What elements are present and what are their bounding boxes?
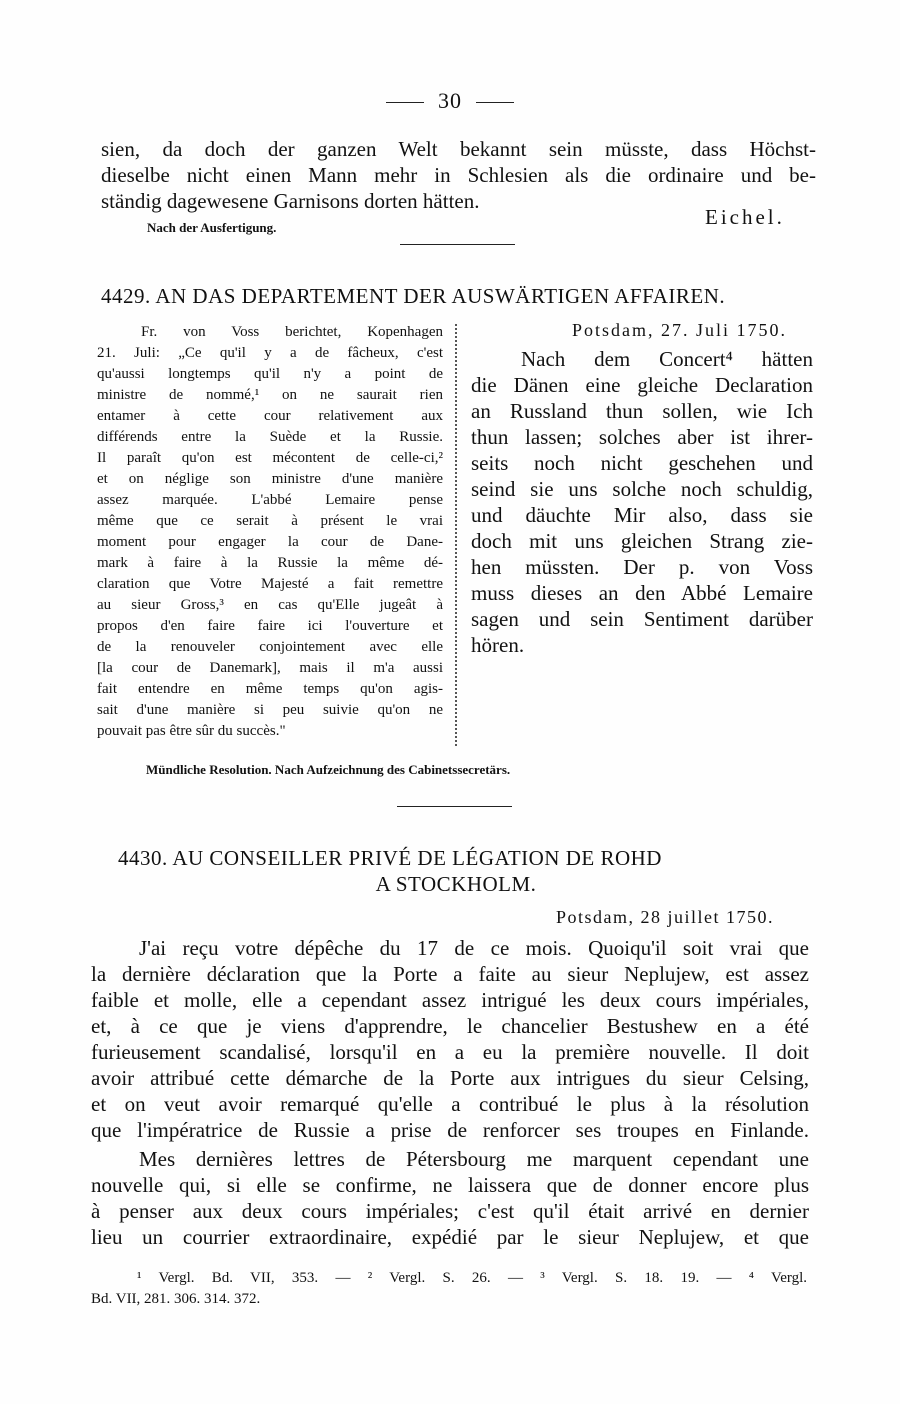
text-line: sien, da doch der ganzen Welt bekannt sein müsste, dass Höchst- bbox=[101, 137, 816, 161]
text-line: dieselbe nicht einen Mann mehr in Schlesien als die ordinaire und be- bbox=[101, 163, 816, 187]
regest-line: de la renouveler conjointement avec elle bbox=[97, 639, 443, 655]
resolution-line: Nach dem Concert⁴ hätten bbox=[521, 347, 813, 371]
letter-line: J'ai reçu votre dépêche du 17 de ce mois. Quoiqu'il soit vrai que bbox=[139, 936, 809, 960]
letter-line: à penser aux deux cours impériales; c'est qu'il était arrivé en dernier bbox=[91, 1199, 809, 1223]
page-number bbox=[0, 88, 900, 114]
regest-line: mark à faire à la Russie la même dé- bbox=[97, 555, 443, 571]
source-note: Mündliche Resolution. Nach Aufzeichnung des Cabinetssecretärs. bbox=[146, 762, 511, 777]
regest-line: 21. Juli: „Ce qu'il y a de fâcheux, c'est bbox=[97, 345, 443, 361]
dateline: Potsdam, 27. Juli 1750. bbox=[572, 320, 788, 340]
resolution-line: hen müssten. Der p. von Voss bbox=[471, 555, 813, 579]
regest-line: Fr. von Voss berichtet, Kopenhagen bbox=[141, 324, 443, 340]
top-paragraph bbox=[101, 136, 816, 214]
resolution-line: thun lassen; solches aber ist ihrer- bbox=[471, 425, 813, 449]
regest-line: différends entre la Suède et la Russie. bbox=[97, 429, 443, 445]
regest-line: propos d'en faire faire ici l'ouverture et bbox=[97, 618, 443, 634]
letter-paragraph-2 bbox=[91, 1146, 809, 1250]
footnotes bbox=[91, 1268, 807, 1310]
letter-line: Mes dernières lettres de Pétersbourg me marquent cependant une bbox=[139, 1147, 809, 1171]
letter-line: nouvelle qui, si elle se confirme, ne laissera que de donner encore plus bbox=[91, 1173, 809, 1197]
regest-line: fait entendre en même temps qu'on agis- bbox=[97, 681, 443, 697]
page-number-dash-right bbox=[476, 102, 514, 103]
resolution-line: an Russland thun sollen, wie Ich bbox=[471, 399, 813, 423]
section-heading: 4430. AU CONSEILLER PRIVÉ DE LÉGATION DE ROHD bbox=[118, 846, 662, 870]
regest-line: qu'aussi longtemps qu'il n'y a point de bbox=[97, 366, 443, 382]
resolution-line: doch mit uns gleichen Strang zie- bbox=[471, 529, 813, 553]
letter-paragraph-1 bbox=[91, 935, 809, 1143]
letter-line: furieusement scandalisé, lorsqu'il en a eu la première nouvelle. Il doit bbox=[91, 1040, 809, 1064]
letter-line: la dernière déclaration que la Porte a faite au sieur Neplujew, est assez bbox=[91, 962, 809, 986]
regest-line: ministre de nommé,¹ on ne saurait rien bbox=[97, 387, 443, 403]
regest-line: pouvait pas être sûr du succès." bbox=[97, 723, 286, 739]
section-divider bbox=[400, 244, 515, 245]
regest-line: et on néglige son ministre d'une manière bbox=[97, 471, 443, 487]
section-heading: 4429. AN DAS DEPARTEMENT DER AUSWÄRTIGEN AFFAIREN. bbox=[101, 284, 726, 308]
regest-line: claration que Votre Majesté a fait remettre bbox=[97, 576, 443, 592]
letter-line: lieu un courrier extraordinaire, expédié par le sieur Neplujew, et que bbox=[91, 1225, 809, 1249]
regest-line: moment pour engager la cour de Dane- bbox=[97, 534, 443, 550]
letter-line: que l'impératrice de Russie a prise de renforcer ses troupes en Finlande. bbox=[91, 1118, 809, 1142]
letter-line: avoir attribué cette démarche de la Porte aux intrigues du sieur Celsing, bbox=[91, 1066, 809, 1090]
page-number-text: 30 bbox=[438, 88, 462, 113]
regest-line: au sieur Gross,³ en cas qu'Elle jugeât à bbox=[97, 597, 443, 613]
resolution-line: hören. bbox=[471, 633, 525, 657]
column-separator bbox=[455, 324, 457, 746]
text-line: ständig dagewesene Garnisons dorten hätten. bbox=[101, 189, 480, 213]
resolution-line: seits noch nicht geschehen und bbox=[471, 451, 813, 475]
section-divider bbox=[397, 806, 512, 807]
regest-column bbox=[97, 322, 443, 742]
regest-line: [la cour de Danemark], mais il m'a aussi bbox=[97, 660, 443, 676]
resolution-line: seind sie uns solche noch schuldig, bbox=[471, 477, 813, 501]
resolution-line: die Dänen eine gleiche Declaration bbox=[471, 373, 813, 397]
page-number-dash-left bbox=[386, 102, 424, 103]
regest-line: Il paraît qu'on est mécontent de celle-ci,² bbox=[97, 450, 443, 466]
letter-line: et on veut avoir remarqué qu'elle a contribué le plus à la résolution bbox=[91, 1092, 809, 1116]
resolution-line: sagen und sein Sentiment darüber bbox=[471, 607, 813, 631]
letter-line: faible et molle, elle a cependant assez intrigué les deux cours impériales, bbox=[91, 988, 809, 1012]
regest-line: même que ce serait à présent le vrai bbox=[97, 513, 443, 529]
regest-line: entamer à cette cour relativement aux bbox=[97, 408, 443, 424]
letter-line: et, à ce que je viens d'apprendre, le chancelier Bestushew en a été bbox=[91, 1014, 809, 1038]
signature: Eichel. bbox=[705, 205, 785, 229]
resolution-line: und däuchte Mir also, dass sie bbox=[471, 503, 813, 527]
resolution-line: muss dieses an den Abbé Lemaire bbox=[471, 581, 813, 605]
regest-line: sait d'une manière si peu suivie qu'on ne bbox=[97, 702, 443, 718]
footnote-line: ¹ Vergl. Bd. VII, 353. — ² Vergl. S. 26. — ³ Vergl. S. 18. 19. — ⁴ Vergl. bbox=[137, 1270, 807, 1286]
footnote-line: Bd. VII, 281. 306. 314. 372. bbox=[91, 1291, 261, 1307]
source-note: Nach der Ausfertigung. bbox=[147, 220, 277, 235]
section-heading-line2: A STOCKHOLM. bbox=[375, 872, 537, 896]
dateline: Potsdam, 28 juillet 1750. bbox=[556, 907, 775, 927]
resolution-column bbox=[471, 346, 813, 658]
regest-line: assez marquée. L'abbé Lemaire pense bbox=[97, 492, 443, 508]
